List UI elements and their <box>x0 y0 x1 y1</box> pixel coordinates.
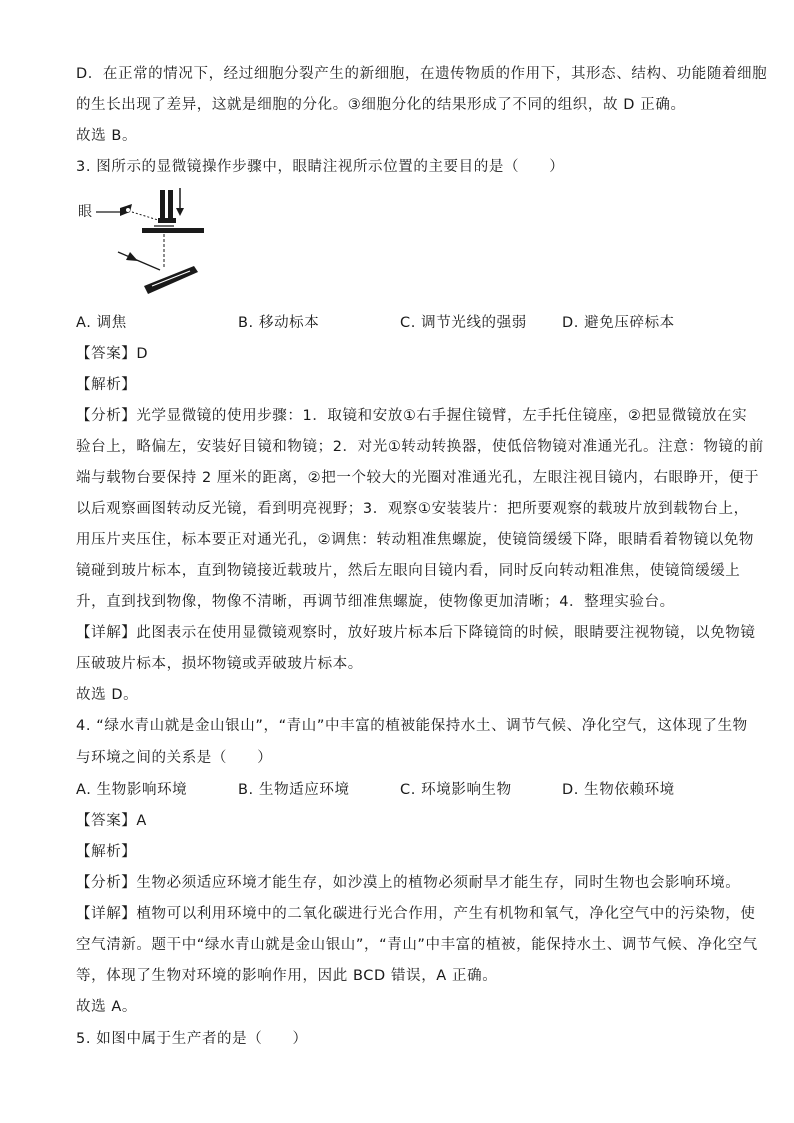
q2-conclusion: 故选 B。 <box>76 128 138 144</box>
q2-option-d-line-1: D．在正常的情况下，经过细胞分裂产生的新细胞，在遗传物质的作用下，其形态、结构、功能随着细胞 <box>76 66 768 82</box>
q3-analysis-line-1: 【分析】光学显微镜的使用步骤：1．取镜和安放①右手握住镜臂，左手托住镜座，②把显微镜放在实 <box>76 408 748 424</box>
q5-stem: 5. 如图中属于生产者的是（ ） <box>76 1031 308 1047</box>
q4-analysis-header: 【解析】 <box>76 844 137 860</box>
q4-detail-line-1: 【详解】植物可以利用环境中的二氧化碳进行光合作用，产生有机物和氧气，净化空气中的污染物，使 <box>76 906 756 922</box>
microscope-diagram-icon <box>74 186 204 298</box>
q3-analysis-line-7: 升，直到找到物像，物像不清晰，再调节细准焦螺旋，使物像更加清晰；4．整理实验台。 <box>76 594 675 610</box>
q4-option-c: C. 环境影响生物 <box>400 782 512 798</box>
q3-answer: 【答案】D <box>76 346 149 362</box>
q3-stem: 3. 图所示的显微镜操作步骤中，眼睛注视所示位置的主要目的是（ ） <box>76 159 565 175</box>
q4-answer: 【答案】A <box>76 813 147 829</box>
q3-option-c: C. 调节光线的强弱 <box>400 315 527 331</box>
q3-analysis-header: 【解析】 <box>76 377 137 393</box>
q3-analysis-line-3: 端与载物台要保持 2 厘米的距离，②把一个较大的光圈对准通光孔，左眼注视目镜内，右眼睁开，便于 <box>76 470 760 486</box>
q3-option-b: B. 移动标本 <box>238 315 320 331</box>
q3-analysis-line-2: 验台上，略偏左，安装好目镜和物镜；2．对光①转动转换器，使低倍物镜对准通光孔。注意：物镜的前 <box>76 439 764 455</box>
q4-option-d: D. 生物依赖环境 <box>562 782 675 798</box>
q3-analysis-line-5: 用压片夹压住，标本要正对通光孔，②调焦：转动粗准焦螺旋，使镜筒缓缓下降，眼睛看着物镜以免物 <box>76 532 754 548</box>
q4-option-a: A. 生物影响环境 <box>76 782 188 798</box>
q4-option-b: B. 生物适应环境 <box>238 782 350 798</box>
eye-label: 眼 <box>78 204 92 220</box>
q3-detail-line-2: 压破玻片标本，损坏物镜或弄破玻片标本。 <box>76 656 363 672</box>
q3-detail-line-1: 【详解】此图表示在使用显微镜观察时，放好玻片标本后下降镜筒的时候，眼睛要注视物镜，以免物镜 <box>76 625 756 641</box>
q4-stem-line-2: 与环境之间的关系是（ ） <box>76 750 273 766</box>
q3-option-a: A. 调焦 <box>76 315 127 331</box>
q3-conclusion: 故选 D。 <box>76 687 139 703</box>
q3-analysis-line-6: 镜碰到玻片标本，直到物镜接近载玻片，然后左眼向目镜内看，同时反向转动粗准焦，使镜筒缓缓上 <box>76 563 741 579</box>
q4-analysis-line: 【分析】生物必须适应环境才能生存，如沙漠上的植物必须耐旱才能生存，同时生物也会影响环境。 <box>76 875 741 891</box>
q4-detail-line-3: 等，体现了生物对环境的影响作用，因此 BCD 错误，A 正确。 <box>76 968 498 984</box>
microscope-figure <box>74 186 204 298</box>
q4-stem-line-1: 4. “绿水青山就是金山银山”，“青山”中丰富的植被能保持水土、调节气候、净化空气，这体现了生物 <box>76 718 748 734</box>
q4-conclusion: 故选 A。 <box>76 999 138 1015</box>
q3-option-d: D. 避免压碎标本 <box>562 315 675 331</box>
q4-detail-line-2: 空气清新。题干中“绿水青山就是金山银山”，“青山”中丰富的植被，能保持水土、调节气候、净化空气 <box>76 937 758 953</box>
q3-analysis-line-4: 以后观察画图转动反光镜，看到明亮视野；3．观察①安装装片：把所要观察的载玻片放到载物台上， <box>76 501 749 517</box>
q2-option-d-line-2: 的生长出现了差异，这就是细胞的分化。③细胞分化的结果形成了不同的组织，故 D 正确。 <box>76 97 686 113</box>
